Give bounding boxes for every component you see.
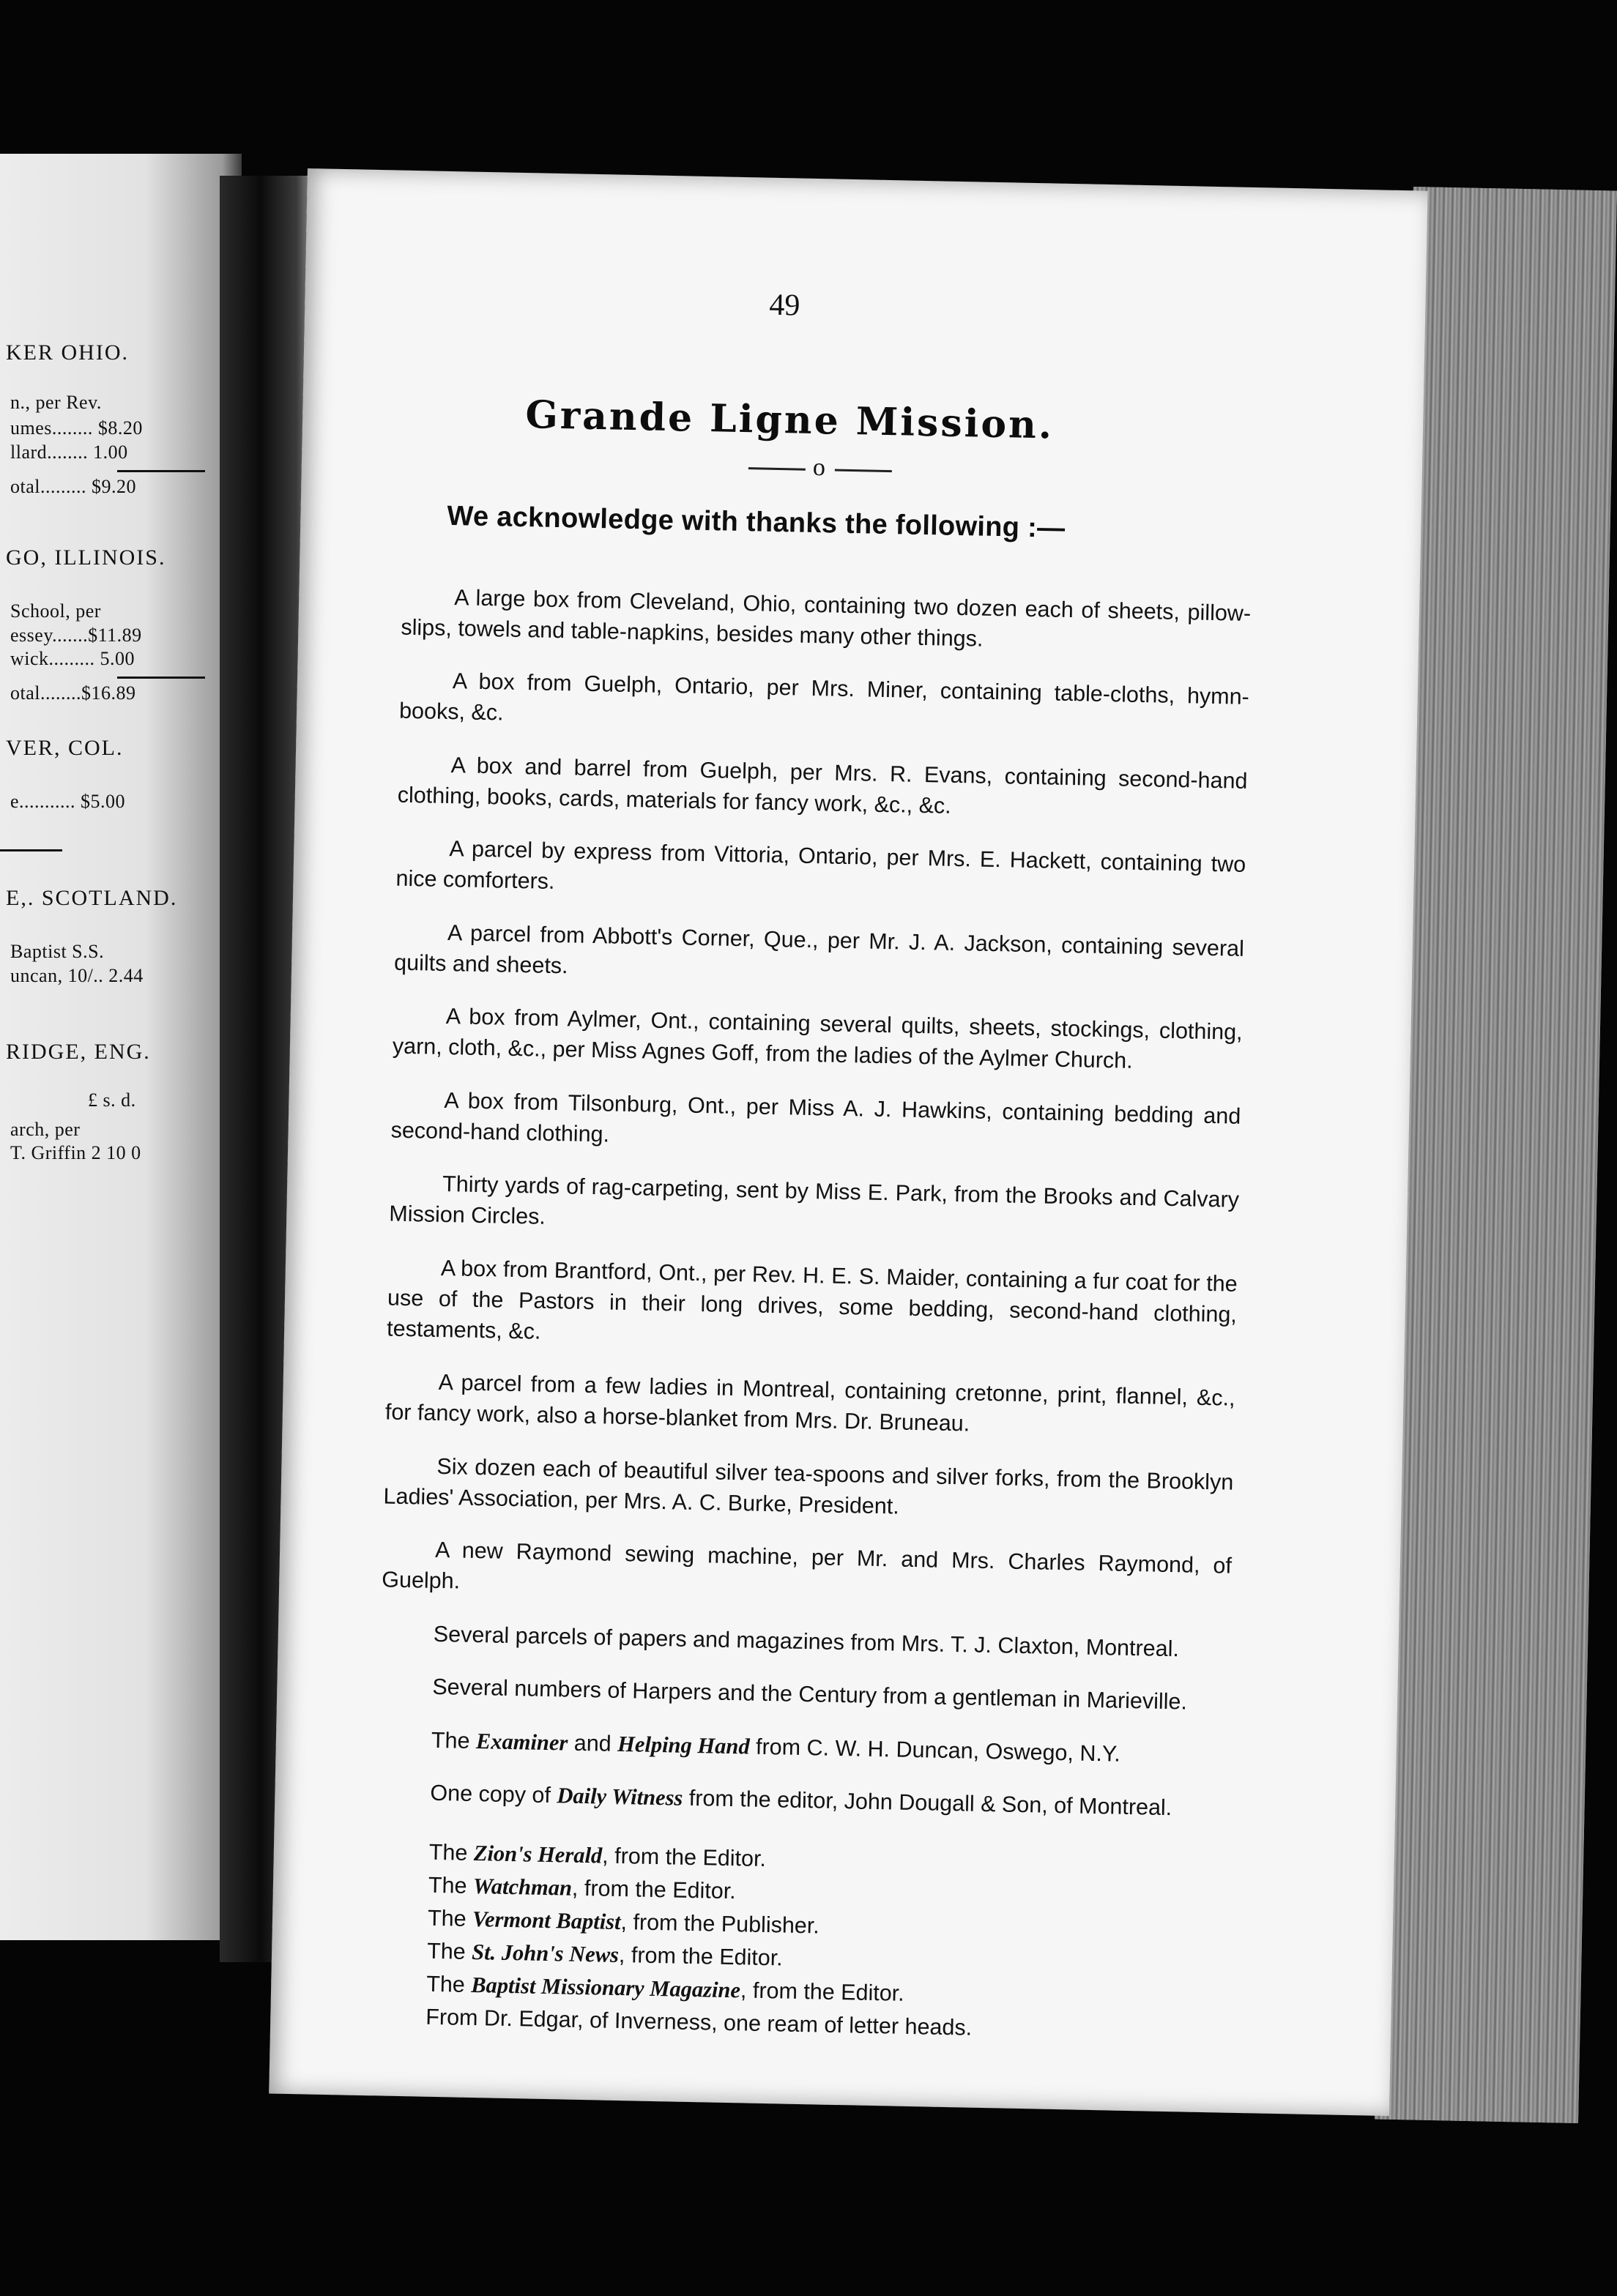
ornament-rule-right [835,469,892,473]
donation-entry: Several numbers of Harpers and the Century from a gentleman in Marieville. [432,1674,1188,1715]
periodical-title: St. John's News [471,1939,620,1968]
periodical-entry [377,1776,1227,1824]
donation-entry: A parcel from a few ladies in Montreal, containing cretonne, print, flannel, &c., for fancy work, also a horse-blanket from Mrs. Dr. Bruneau. [384,1369,1235,1436]
donation-entry: Several parcels of papers and magazines from Mrs. T. J. Claxton, Montreal. [433,1621,1180,1661]
donation-list [373,559,1252,2050]
periodical-entry [379,1723,1229,1771]
left-line: n., per Rev. [10,392,102,413]
donation-entry: Six dozen each of beautiful silver tea-spoons and silver forks, from the Brooklyn Ladies' Association, per Mrs. A. C. Burke, President. [383,1453,1234,1519]
left-line: School, per [10,600,101,622]
donation-entry: A large box from Cleveland, Ohio, containing two dozen each of sheets, pillow-slips, towels and table-napkins, besides many other things. [401,584,1252,652]
left-line: otal......... $9.20 [10,476,136,497]
section-rule [0,849,62,851]
donation-entry: A parcel by express from Vittoria, Ontario, per Mrs. E. Hackett, containing two nice comforters. [395,836,1246,894]
ornament-rule-left [748,467,806,471]
donation-entry: A box from Tilsonburg, Ont., per Miss A. J. Hawkins, containing bedding and second-hand clothing. [390,1087,1241,1147]
periodical-title: Watchman [472,1874,573,1901]
periodical-post: from C. W. H. Duncan, Oswego, N.Y. [749,1734,1121,1767]
donation-entry: Thirty yards of rag-carpeting, sent by Miss E. Park, from the Brooks and Calvary Mission Circles. [389,1171,1240,1229]
donation-entry: A box from Guelph, Ontario, per Mrs. Miner, containing table-cloths, hymn-books, &c. [398,668,1250,726]
title-ornament [748,454,895,486]
periodical-title: Daily Witness [557,1783,683,1811]
periodical-post: , from the Editor. [618,1942,784,1971]
donation-entry: A box and barrel from Guelph, per Mrs. R. Evans, containing second-hand clothing, books, cards, materials for fancy work, &c., &c. [397,752,1248,819]
periodical-pre: The [426,1938,472,1964]
periodical-post: , from the Editor. [571,1875,737,1904]
main-page [269,168,1427,2116]
total-rule [117,676,205,679]
periodical-title: Helping Hand [617,1731,750,1759]
left-heading: E,. SCOTLAND. [6,886,178,910]
periodical-pre: The [428,1839,475,1866]
closing-entry: From Dr. Edgar, of Inverness, one ream of letter heads. [425,2004,973,2040]
left-line: essey.......$11.89 [10,625,142,646]
periodical-pre: The [431,1727,477,1753]
left-line: wick......... 5.00 [10,648,135,669]
periodical-pre: The [428,1872,474,1899]
ornament-glyph: o [812,453,826,482]
donation-entry: A box from Brantford, Ont., per Rev. H. E. S. Maider, containing a fur coat for the use of the Pastors in their long drives, some bedding, second-hand clothing, testaments, &c. [386,1255,1238,1344]
donation-entry: A parcel from Abbott's Corner, Que., per Mr. J. A. Jackson, containing several quilts and sheets. [393,920,1245,978]
periodical-post: from the editor, John Dougall & Son, of Montreal. [683,1785,1172,1821]
left-line: otal........$16.89 [10,682,136,704]
donation-entry: A box from Aylmer, Ont., containing several quilts, sheets, stockings, clothing, yarn, cloth, &c., per Miss Agnes Goff, from the ladies of the Aylmer Church. [392,1004,1243,1073]
intro-heading: We acknowledge with thanks the following :— [447,500,1066,544]
left-line: £ s. d. [88,1089,136,1111]
left-line: uncan, 10/.. 2.44 [10,965,144,986]
left-line: e........... $5.00 [10,791,126,812]
periodical-title: Examiner [475,1728,568,1756]
periodical-mid: and [568,1730,618,1756]
left-heading: VER, COL. [6,736,124,760]
periodical-title: Vermont Baptist [472,1906,621,1935]
left-heading: RIDGE, ENG. [6,1040,151,1064]
periodical-pre: The [425,1971,472,1997]
left-line: T. Griffin 2 10 0 [10,1142,141,1163]
periodical-pre: One copy of [430,1780,557,1808]
left-line: arch, per [10,1119,81,1140]
left-page-fragment [0,154,242,1940]
periodical-post: , from the Editor. [601,1843,767,1872]
donation-entry: A new Raymond sewing machine, per Mr. and Mrs. Charles Raymond, of Guelph. [381,1537,1233,1594]
page-title: Grande Ligne Mission. [524,392,1055,448]
periodical-title: Zion's Herald [473,1841,603,1868]
periodical-pre: The [427,1905,473,1931]
periodical-post: , from the Editor. [740,1978,905,2006]
periodical-post: , from the Publisher. [620,1909,820,1939]
left-line: umes........ $8.20 [10,417,143,439]
left-line: llard........ 1.00 [10,441,128,463]
left-heading: GO, ILLINOIS. [6,545,166,570]
left-heading: KER OHIO. [6,340,129,365]
total-rule [117,470,205,472]
left-line: Baptist S.S. [10,941,105,962]
page-number: 49 [768,288,800,323]
periodical-title: Baptist Missionary Magazine [470,1972,741,2003]
